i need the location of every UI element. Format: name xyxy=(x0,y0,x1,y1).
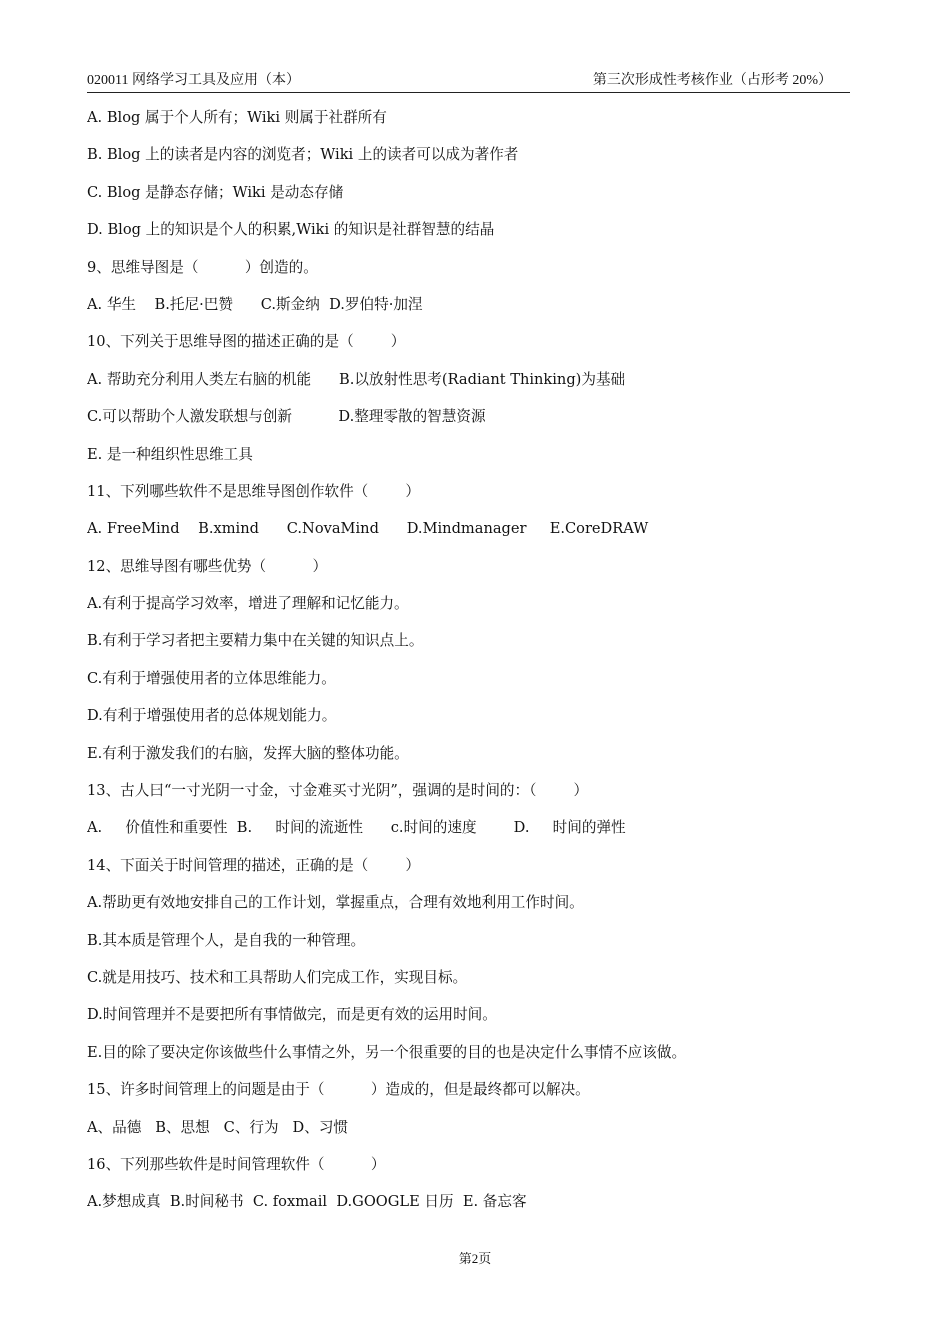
text-line: 10、下列关于思维导图的描述正确的是（ ） xyxy=(87,333,406,351)
text-line: 13、古人曰“一寸光阴一寸金，寸金难买寸光阴”，强调的是时间的：（ ） xyxy=(87,782,589,800)
text-line: D.时间管理并不是要把所有事情做完，而是更有效的运用时间。 xyxy=(87,1006,497,1024)
text-line: A. 价值性和重要性 B. 时间的流逝性 c.时间的速度 D. 时间的弹性 xyxy=(87,819,626,837)
text-line: E.有利于激发我们的右脑，发挥大脑的整体功能。 xyxy=(87,744,409,762)
document-body xyxy=(87,105,862,1227)
text-line: 12、思维导图有哪些优势（ ） xyxy=(87,557,328,575)
text-line: C.就是用技巧、技术和工具帮助人们完成工作，实现目标。 xyxy=(87,968,468,986)
text-line: A. 帮助充分利用人类左右脑的机能 B.以放射性思考(Radiant Thinking)为基础 xyxy=(87,370,626,388)
text-line: C.可以帮助个人激发联想与创新 D.整理零散的智慧资源 xyxy=(87,408,486,426)
text-line: 9、思维导图是（ ）创造的。 xyxy=(87,258,318,276)
page-number: 第2页 xyxy=(458,1251,492,1266)
text-line: B. Blog 上的读者是内容的浏览者；Wiki 上的读者可以成为著作者 xyxy=(87,146,519,164)
text-line: C. Blog 是静态存储；Wiki 是动态存储 xyxy=(87,183,344,201)
text-line: 11、下列哪些软件不是思维导图创作软件（ ） xyxy=(87,482,420,500)
text-line: A.帮助更有效地安排自己的工作计划，掌握重点，合理有效地利用工作时间。 xyxy=(87,894,584,912)
text-line: 14、下面关于时间管理的描述，正确的是（ ） xyxy=(87,856,420,874)
text-line: D.有利于增强使用者的总体规划能力。 xyxy=(87,707,337,725)
text-line: C.有利于增强使用者的立体思维能力。 xyxy=(87,669,336,687)
text-line: 15、许多时间管理上的问题是由于（ ）造成的，但是最终都可以解决。 xyxy=(87,1081,590,1099)
text-line: 16、下列那些软件是时间管理软件（ ） xyxy=(87,1155,386,1173)
text-line: A. Blog 属于个人所有；Wiki 则属于社群所有 xyxy=(87,109,387,126)
assignment-title: 第三次形成性考核作业（占形考 20%） xyxy=(592,73,832,88)
text-line: E. 是一种组织性思维工具 xyxy=(87,445,253,463)
course-title: 020011 网络学习工具及应用（本） xyxy=(87,73,300,88)
text-line: A.梦想成真 B.时间秘书 C. foxmail D.GOOGLE 日历 E. 备忘客 xyxy=(87,1193,527,1211)
text-line: D. Blog 上的知识是个人的积累,Wiki 的知识是社群智慧的结晶 xyxy=(87,221,495,239)
page-header xyxy=(87,68,850,93)
text-line: B.其本质是管理个人，是自我的一种管理。 xyxy=(87,931,366,949)
text-line: A.有利于提高学习效率，增进了理解和记忆能力。 xyxy=(87,595,409,613)
text-line: E.目的除了要决定你该做些什么事情之外，另一个很重要的目的也是决定什么事情不应该做。 xyxy=(87,1043,687,1061)
text-line: A、品德 B、思想 C、行为 D、习惯 xyxy=(87,1118,349,1136)
text-line: B.有利于学习者把主要精力集中在关键的知识点上。 xyxy=(87,632,424,650)
text-line: A. 华生 B.托尼·巴赞 C.斯金纳 D.罗伯特·加涅 xyxy=(87,295,423,313)
text-line: A. FreeMind B.xmind C.NovaMind D.Mindmanager E.CoreDRAW xyxy=(87,520,649,538)
